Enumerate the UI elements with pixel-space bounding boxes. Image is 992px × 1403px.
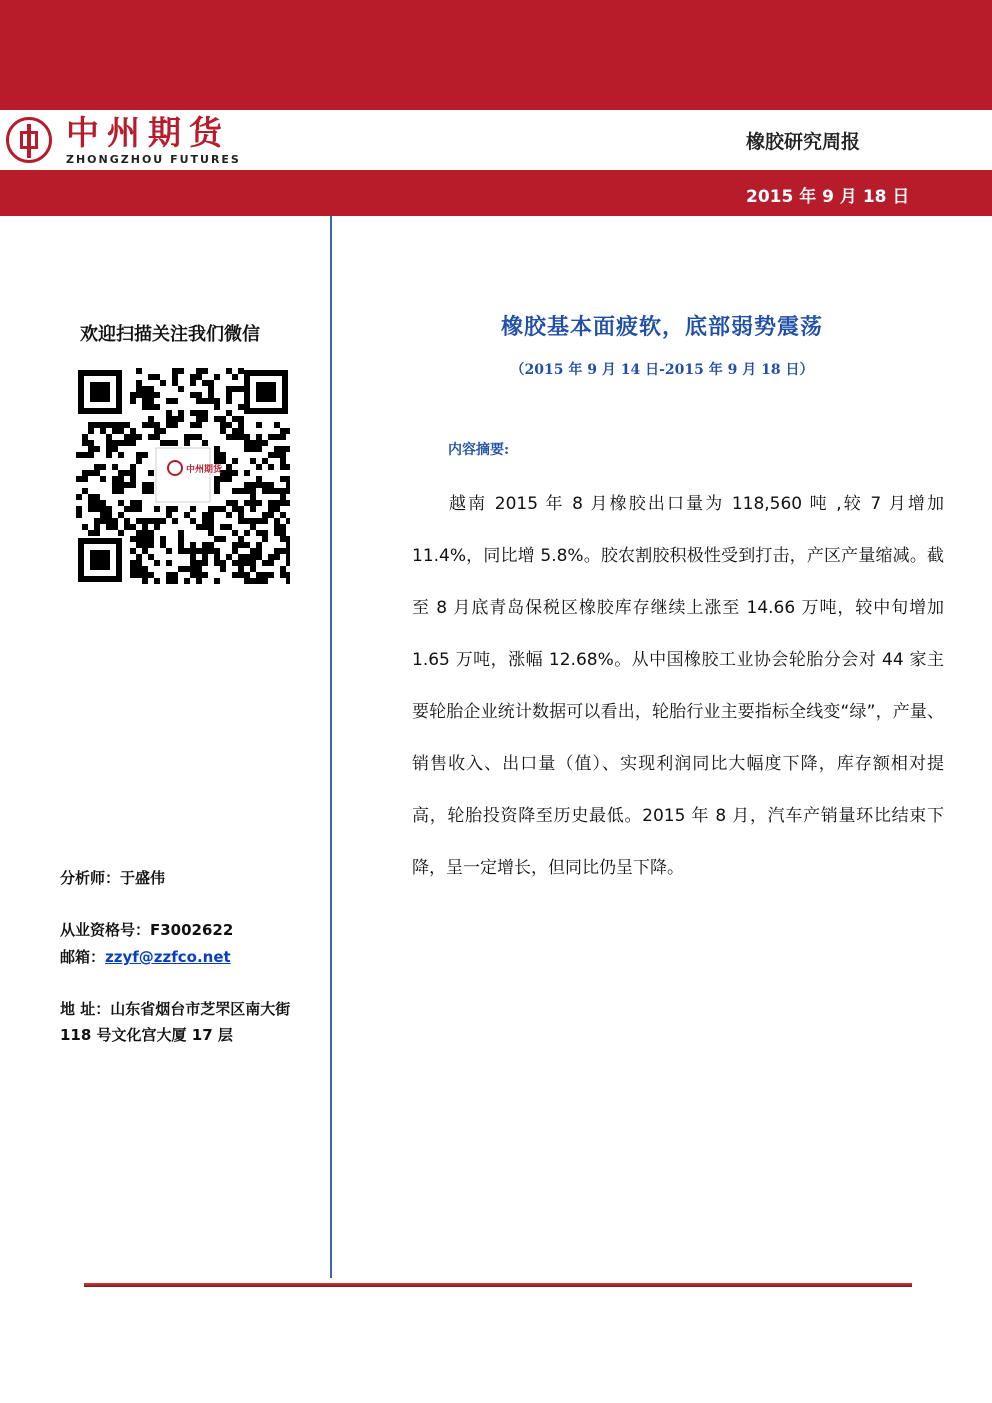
logo-chinese-name: 中州期货 (66, 112, 230, 152)
summary-body: 越南 2015 年 8 月橡胶出口量为 118,560 吨 ,较 7 月增加 11.4%，同比增 5.8%。胶农割胶积极性受到打击，产区产量缩减。截至 8 月底青岛保税区橡胶库存继续上涨至 14.66 万吨，较中旬增加 1.65 万吨，涨幅 12.68%。从中国橡胶工业协会轮胎分会对 44 家主要轮胎企业统计数据可以看出，轮胎行业主要指标全线变“绿”，产量、销售收入、出口量（值）、实现利润同比大幅度下降，库存额相对提高，轮胎投资降至历史最低。2015 年 8 月，汽车产销量环比结束下降，呈一定增长，但同比仍呈下降。 (412, 494, 944, 878)
email-line (60, 946, 231, 967)
license-number: 从业资格号：F3002622 (60, 921, 234, 939)
report-date: 2015 年 9 月 18 日 (746, 187, 910, 207)
office-address: 地 址：山东省烟台市芝罘区南大街 118 号文化宫大厦 17 层 (60, 1000, 291, 1044)
logo-emblem-icon (6, 117, 52, 163)
analyst-name: 分析师：于盛伟 (60, 869, 166, 887)
summary-label: 内容摘要: (448, 442, 510, 458)
article-date-range: （2015 年 9 月 14 日-2015 年 9 月 18 日） (510, 362, 814, 378)
report-title: 橡胶研究周报 (746, 131, 861, 153)
logo-english-name: ZHONGZHOU FUTURES (66, 152, 241, 166)
top-banner (0, 0, 992, 110)
company-logo (0, 110, 254, 170)
article-headline: 橡胶基本面疲软，底部弱势震荡 (500, 314, 823, 340)
email-link[interactable]: zzyf@zzfco.net (105, 948, 231, 966)
wechat-label: 欢迎扫描关注我们微信 (80, 324, 260, 345)
wechat-qr-code (76, 368, 290, 584)
svg-text:中州期货: 中州期货 (186, 465, 223, 475)
email-label: 邮箱： (60, 948, 106, 966)
footer-rule (84, 1283, 912, 1287)
